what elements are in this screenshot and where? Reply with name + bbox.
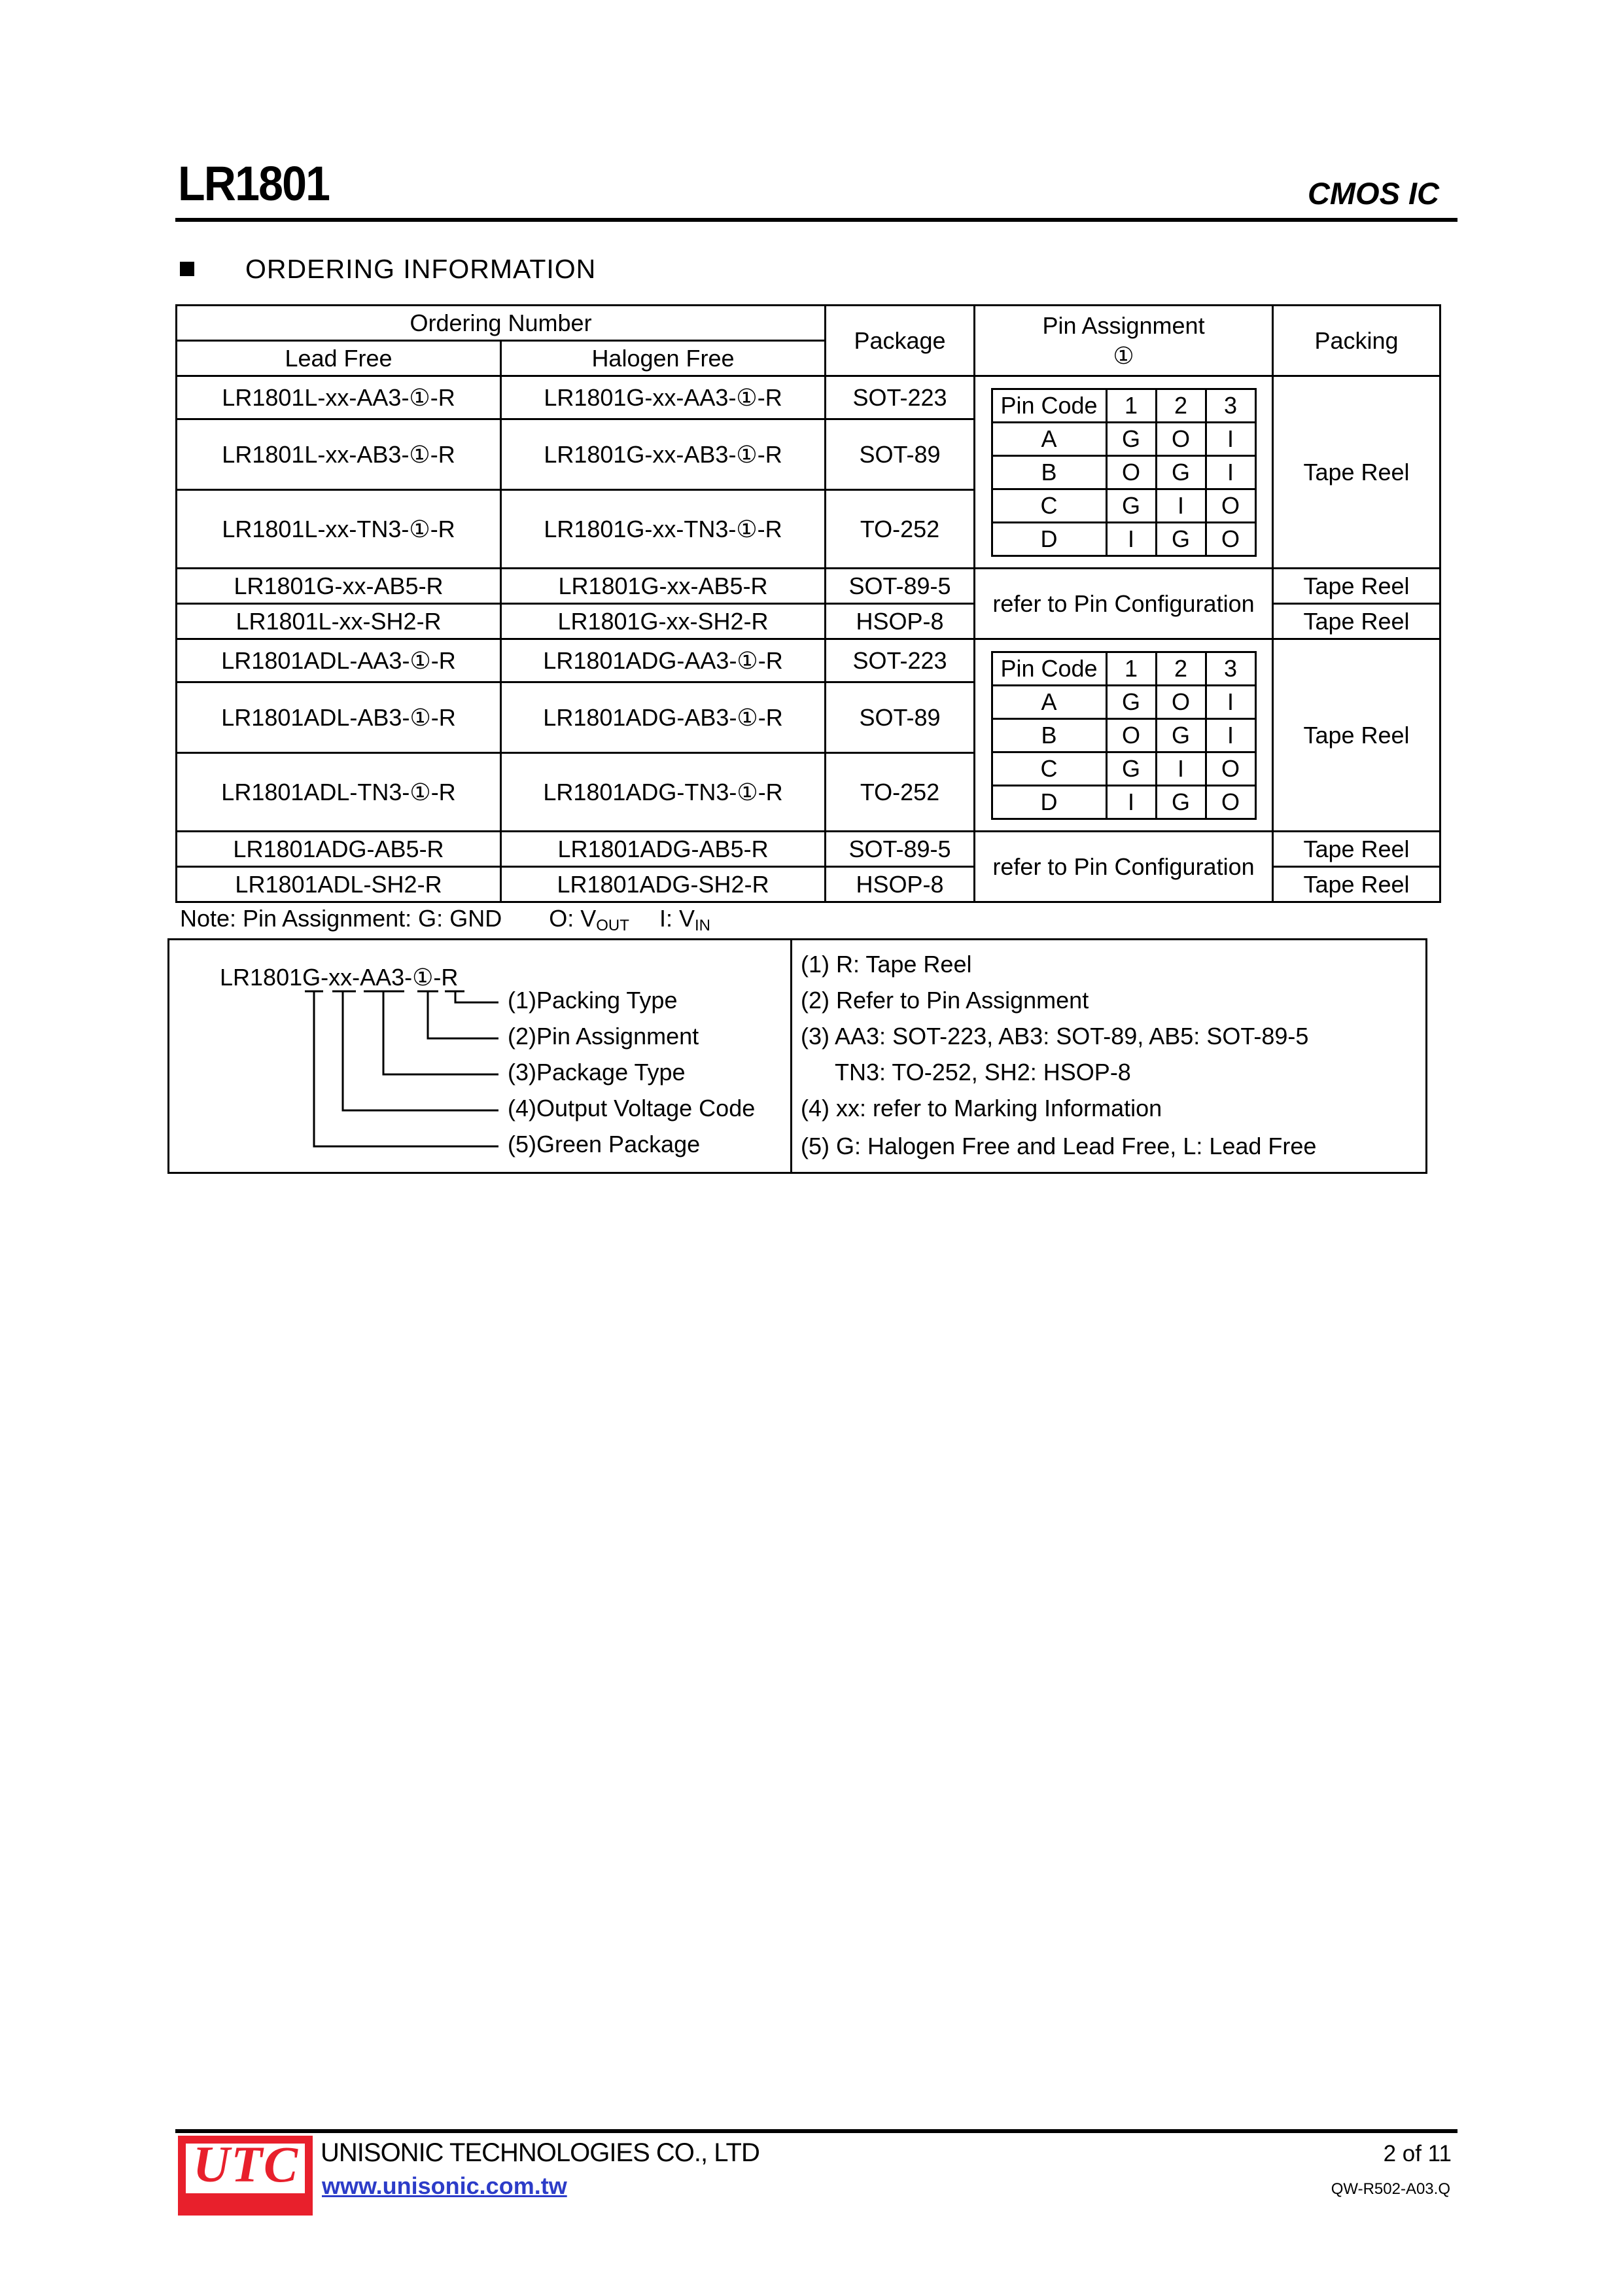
- table-cell-lead: LR1801ADL-TN3-①-R: [177, 753, 501, 832]
- table-cell-package: TO-252: [826, 490, 975, 569]
- table-cell-lead: LR1801G-xx-AB5-R: [177, 569, 501, 604]
- header-pin-assignment-ref: ①: [1113, 342, 1134, 369]
- pin-cell: B: [992, 718, 1106, 752]
- table-cell-lead: LR1801L-xx-AA3-①-R: [177, 376, 501, 419]
- section-title: ORDERING INFORMATION: [245, 254, 597, 284]
- table-cell-package: SOT-89-5: [826, 832, 975, 867]
- page-number: 2 of 11: [1383, 2141, 1452, 2166]
- legend-explanation: (1) R: Tape Reel: [801, 951, 972, 978]
- pin-header: 1: [1106, 389, 1156, 422]
- pin-cell: O: [1206, 489, 1255, 522]
- legend-label: (2)Pin Assignment: [508, 1023, 699, 1050]
- ordering-code-example: LR1801G-xx-AA3-①-R: [220, 964, 459, 991]
- pin-cell: I: [1206, 685, 1255, 718]
- pin-cell: B: [992, 455, 1106, 489]
- pin-header: Pin Code: [992, 652, 1106, 685]
- table-cell-packing: Tape Reel: [1273, 569, 1440, 604]
- pin-header: 3: [1206, 652, 1255, 685]
- pin-cell: G: [1156, 455, 1206, 489]
- legend-explanation: (5) G: Halogen Free and Lead Free, L: Lead Free: [801, 1133, 1317, 1159]
- legend-explanation: TN3: TO-252, SH2: HSOP-8: [835, 1059, 1131, 1086]
- table-cell-halogen: LR1801G-xx-SH2-R: [501, 604, 826, 639]
- table-cell-lead: LR1801L-xx-TN3-①-R: [177, 490, 501, 569]
- table-cell-packing: Tape Reel: [1273, 376, 1440, 569]
- pin-cell: A: [992, 422, 1106, 455]
- table-cell-lead: LR1801L-xx-AB3-①-R: [177, 419, 501, 490]
- note-vout-sub: OUT: [596, 917, 629, 934]
- table-cell-lead: LR1801ADL-AB3-①-R: [177, 682, 501, 753]
- pin-cell: G: [1156, 785, 1206, 819]
- pin-cell: I: [1206, 455, 1255, 489]
- header-package: Package: [826, 306, 975, 376]
- note-vin-sub: IN: [694, 917, 710, 934]
- table-cell-halogen: LR1801ADG-SH2-R: [501, 867, 826, 902]
- footer-rule: [175, 2129, 1457, 2133]
- utc-logo: [178, 2136, 313, 2216]
- note-vin: I: V: [659, 905, 695, 932]
- pin-cell: O: [1156, 422, 1206, 455]
- pin-cell: G: [1106, 422, 1156, 455]
- table-cell-halogen: LR1801ADG-AB5-R: [501, 832, 826, 867]
- pin-cell: O: [1206, 752, 1255, 785]
- header-lead-free: Lead Free: [177, 341, 501, 376]
- table-cell-package: SOT-89: [826, 682, 975, 753]
- pin-header: 2: [1156, 652, 1206, 685]
- table-cell-halogen: LR1801G-xx-AA3-①-R: [501, 376, 826, 419]
- pin-cell: A: [992, 685, 1106, 718]
- pin-cell: I: [1156, 752, 1206, 785]
- note-gnd: Note: Pin Assignment: G: GND: [180, 905, 502, 932]
- company-website-link[interactable]: www.unisonic.com.tw: [322, 2172, 567, 2199]
- header-ordering-number: Ordering Number: [177, 306, 826, 341]
- table-cell-halogen: LR1801ADG-AB3-①-R: [501, 682, 826, 753]
- table-cell-package: SOT-223: [826, 376, 975, 419]
- table-cell-halogen: LR1801G-xx-TN3-①-R: [501, 490, 826, 569]
- table-cell-package: HSOP-8: [826, 604, 975, 639]
- pin-header: 2: [1156, 389, 1206, 422]
- pin-cell: D: [992, 522, 1106, 556]
- table-cell-lead: LR1801L-xx-SH2-R: [177, 604, 501, 639]
- pin-header: 3: [1206, 389, 1255, 422]
- pin-header: 1: [1106, 652, 1156, 685]
- legend-label: (5)Green Package: [508, 1131, 701, 1157]
- table-cell-lead: LR1801ADL-AA3-①-R: [177, 639, 501, 682]
- legend-label: (4)Output Voltage Code: [508, 1095, 756, 1122]
- legend-label: (1)Packing Type: [508, 987, 678, 1014]
- pin-cell: C: [992, 489, 1106, 522]
- table-cell-package: SOT-223: [826, 639, 975, 682]
- pin-cell: O: [1206, 785, 1255, 819]
- pin-cell: I: [1206, 718, 1255, 752]
- table-cell-package: HSOP-8: [826, 867, 975, 902]
- legend-explanation: (4) xx: refer to Marking Information: [801, 1095, 1162, 1122]
- document-type: CMOS IC: [1307, 176, 1439, 211]
- table-cell-packing: Tape Reel: [1273, 604, 1440, 639]
- table-cell-package: SOT-89-5: [826, 569, 975, 604]
- pin-cell: G: [1106, 752, 1156, 785]
- part-number: LR1801: [178, 156, 330, 211]
- table-cell-packing: Tape Reel: [1273, 639, 1440, 832]
- pin-cell: D: [992, 785, 1106, 819]
- table-cell-refer: refer to Pin Configuration: [975, 832, 1273, 902]
- table-cell-halogen: LR1801ADG-AA3-①-R: [501, 639, 826, 682]
- pin-cell: O: [1106, 455, 1156, 489]
- pin-cell: O: [1206, 522, 1255, 556]
- company-name: UNISONIC TECHNOLOGIES CO., LTD: [321, 2138, 759, 2167]
- pin-cell: G: [1106, 685, 1156, 718]
- document-number: QW-R502-A03.Q: [1331, 2180, 1450, 2198]
- table-cell-halogen: LR1801G-xx-AB3-①-R: [501, 419, 826, 490]
- legend-label: (3)Package Type: [508, 1059, 686, 1086]
- pin-cell: I: [1206, 422, 1255, 455]
- table-cell-package: SOT-89: [826, 419, 975, 490]
- pin-cell: G: [1106, 489, 1156, 522]
- note-vout: O: V: [549, 905, 597, 932]
- pin-cell: C: [992, 752, 1106, 785]
- pin-header: Pin Code: [992, 389, 1106, 422]
- header-packing: Packing: [1273, 306, 1440, 376]
- pin-cell: O: [1156, 685, 1206, 718]
- pin-cell: I: [1106, 785, 1156, 819]
- table-cell-packing: Tape Reel: [1273, 867, 1440, 902]
- pin-cell: I: [1156, 489, 1206, 522]
- table-cell-refer: refer to Pin Configuration: [975, 569, 1273, 639]
- table-cell-package: TO-252: [826, 753, 975, 832]
- table-cell-packing: Tape Reel: [1273, 832, 1440, 867]
- pin-cell: I: [1106, 522, 1156, 556]
- pin-cell: O: [1106, 718, 1156, 752]
- table-cell-lead: LR1801ADG-AB5-R: [177, 832, 501, 867]
- utc-logo-text: UTC: [193, 2136, 299, 2193]
- table-cell-halogen: LR1801G-xx-AB5-R: [501, 569, 826, 604]
- header-pin-assignment-label: Pin Assignment: [1042, 311, 1205, 339]
- header-halogen-free: Halogen Free: [501, 341, 826, 376]
- pin-cell: G: [1156, 522, 1206, 556]
- legend-explanation: (2) Refer to Pin Assignment: [801, 987, 1089, 1014]
- pin-cell: G: [1156, 718, 1206, 752]
- legend-explanation: (3) AA3: SOT-223, AB3: SOT-89, AB5: SOT-89-5: [801, 1023, 1309, 1050]
- table-cell-lead: LR1801ADL-SH2-R: [177, 867, 501, 902]
- table-cell-halogen: LR1801ADG-TN3-①-R: [501, 753, 826, 832]
